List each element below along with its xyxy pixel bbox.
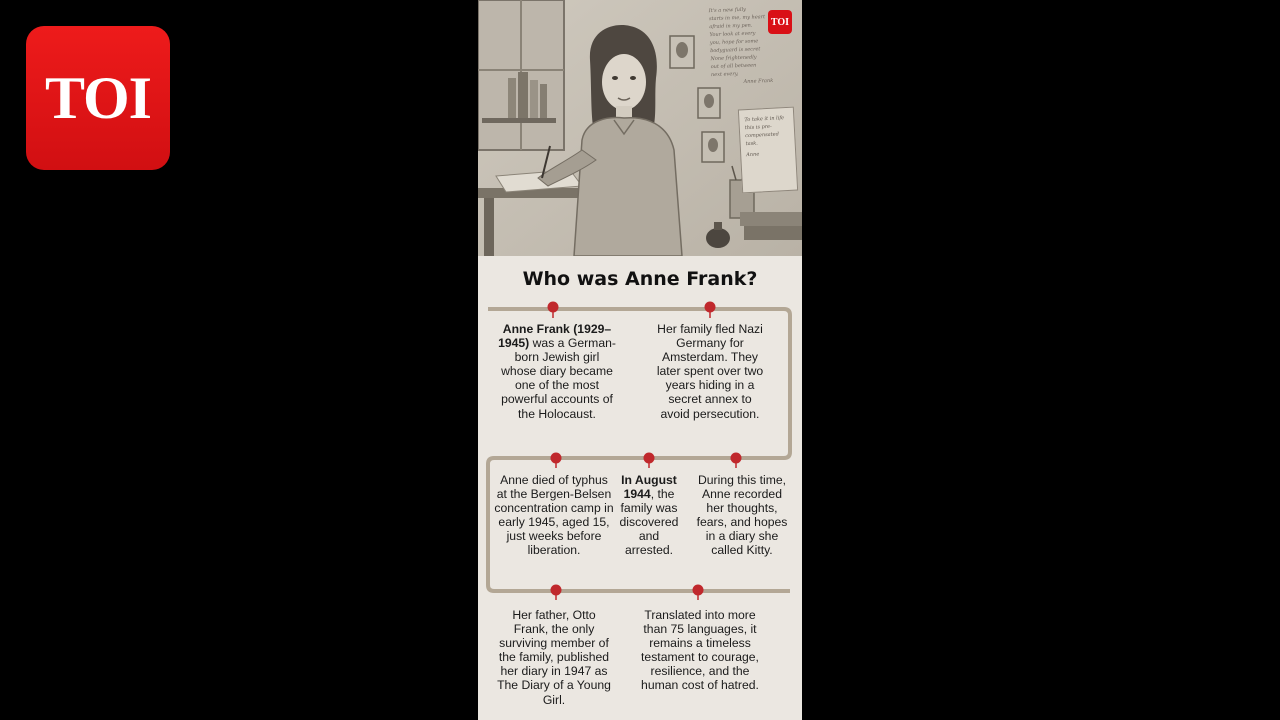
card-line: Anne	[746, 151, 760, 159]
item-arrested-bold: In August 1944	[621, 473, 677, 502]
item-born-bold: Anne Frank (1929–1945)	[498, 322, 612, 351]
handwriting-line: afraid in my pen.	[709, 22, 753, 31]
toi-logo	[26, 26, 170, 170]
handwriting-signature: Anne Frank	[743, 77, 774, 85]
infographic-panel	[478, 0, 802, 720]
item-translated-text: Translated into more than 75 languages, it remains a timeless testament to courage, resilience, and the human cost of hatred.	[641, 608, 759, 693]
toi-badge: TOI	[768, 10, 792, 34]
card-line: task.	[745, 140, 758, 148]
card-line: this is pre-compensated	[744, 123, 780, 140]
item-arrested-text: , the family was discovered and arrested.	[619, 487, 679, 558]
timeline-item-born	[496, 322, 618, 421]
item-diary-text: During this time, Anne recorded her thoughts, fears, and hopes in a diary she called Kitty.	[696, 473, 788, 558]
card-line: To take it in life	[744, 115, 785, 124]
timeline-marker	[705, 302, 716, 319]
item-fled-text: Her family fled Nazi Germany for Amsterdam. They later spent over two years hiding in a secret annex to avoid persecution.	[656, 322, 764, 421]
handwriting-line: None frightenedly	[710, 54, 757, 63]
timeline-item-arrested	[616, 473, 682, 558]
handwriting-line: It's a new fully	[708, 6, 747, 15]
handwriting-line: bodyguard is secret	[710, 46, 761, 55]
handwriting-line: starts in me, my heart	[708, 14, 766, 23]
item-published-text: Her father, Otto Frank, the only surviving member of the family, published her diary in 1947 as The Diary of a Young Girl.	[497, 608, 611, 707]
handwriting-line: Your look at every	[709, 30, 756, 39]
timeline-item-published	[494, 608, 614, 707]
timeline-item-diary	[694, 473, 790, 558]
timeline-marker	[731, 453, 742, 469]
item-died-text: Anne died of typhus at the Bergen-Belsen concentration camp in early 1945, aged 15, just weeks before liberation.	[494, 473, 614, 558]
timeline-marker	[548, 302, 559, 319]
timeline-item-died	[494, 473, 614, 558]
timeline-item-translated	[636, 608, 764, 693]
timeline-marker	[551, 453, 562, 469]
timeline-marker	[644, 453, 655, 469]
handwriting-line: next every,	[710, 71, 739, 79]
timeline-marker	[693, 585, 704, 601]
item-born-text: was a German-born Jewish girl whose diary became one of the most powerful accounts of the Holocaust.	[501, 336, 616, 421]
timeline-item-fled	[654, 322, 766, 421]
handwriting-line: you, hope for some	[709, 38, 759, 47]
toi-logo-text: TOI	[45, 64, 151, 131]
infographic-title: Who was Anne Frank?	[522, 268, 758, 290]
handwriting-line: out of all between	[710, 62, 757, 71]
timeline-marker	[551, 585, 562, 601]
